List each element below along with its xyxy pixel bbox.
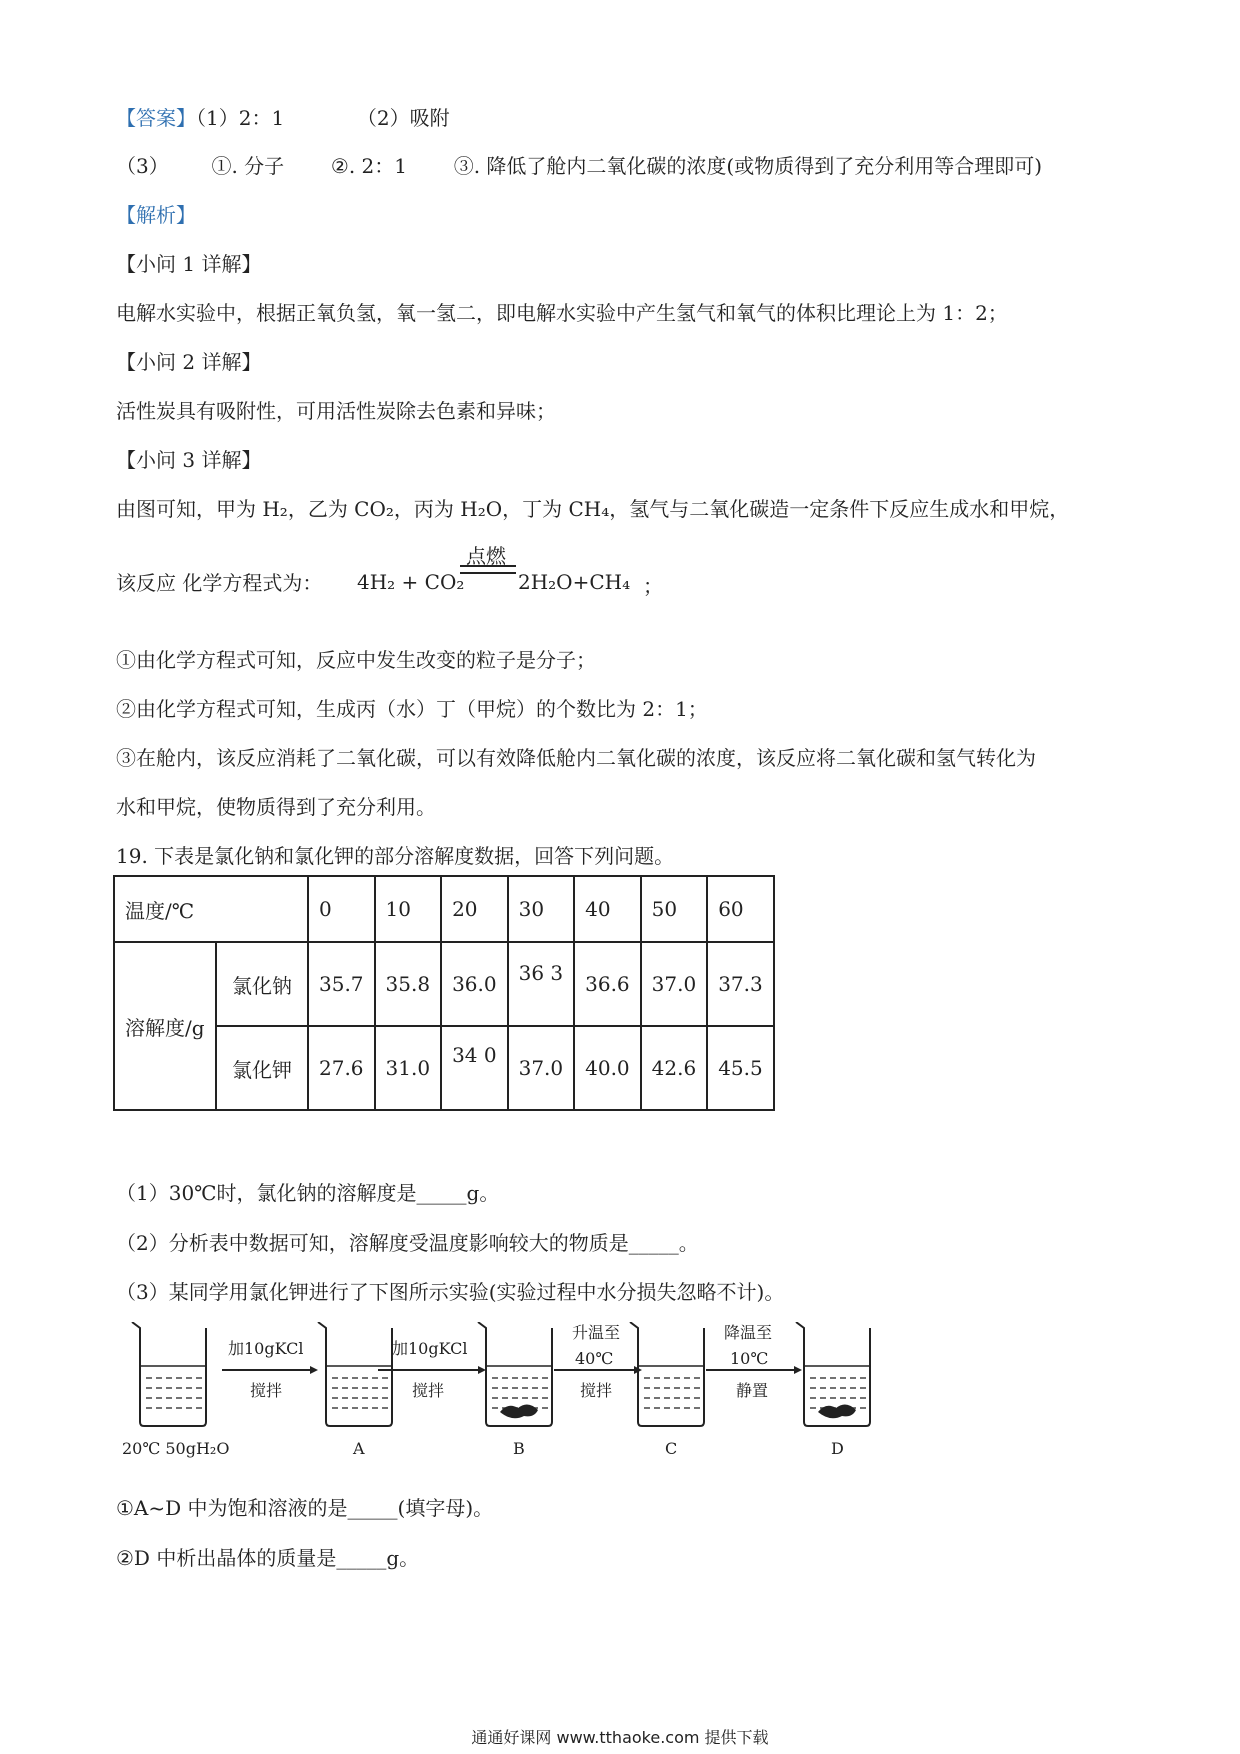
beaker-label-b: B	[513, 1439, 525, 1458]
start-label: 20℃ 50gH₂O	[122, 1439, 230, 1458]
beaker-c	[630, 1322, 704, 1426]
step2-mid: 加10gKCl	[392, 1339, 468, 1358]
beaker-label-c: C	[665, 1439, 678, 1458]
experiment-diagram	[110, 1322, 1110, 1462]
q2-heading: 【小问 2 详解】	[116, 350, 262, 374]
value-cell: 37.0	[641, 942, 708, 1026]
equation-right: 2H₂O+CH₄	[518, 570, 631, 594]
q19-sub2: （2）分析表中数据可知，溶解度受温度影响较大的物质是_____。	[116, 1231, 699, 1255]
q3-body: 由图可知，甲为 H₂，乙为 CO₂，丙为 H₂O，丁为 CH₄，氢气与二氧化碳造一定条件下反应生成水和甲烷，	[116, 497, 1070, 521]
point-2: ②由化学方程式可知，生成丙（水）丁（甲烷）的个数比为 2：1；	[116, 697, 708, 721]
step2-bottom: 搅拌	[412, 1381, 445, 1400]
temp-cell: 50	[641, 876, 708, 942]
value-cell: 27.6	[308, 1026, 375, 1110]
answer-part3-c: ③. 降低了舱内二氧化碳的浓度(或物质得到了充分利用等合理即可)	[453, 154, 1043, 178]
q19-sub1: （1）30℃时，氯化钠的溶解度是_____g。	[116, 1181, 500, 1205]
q1-body: 电解水实验中，根据正氧负氢，氧一氢二，即电解水实验中产生氢气和氧气的体积比理论上为 1：2；	[116, 301, 1008, 325]
page-footer: 通通好课网 www.tthaoke.com 提供下载	[471, 1728, 769, 1747]
equation-left: 4H₂ + CO₂	[357, 570, 465, 594]
step1-bottom: 搅拌	[250, 1381, 283, 1400]
q19-sub3: （3）某同学用氯化钾进行了下图所示实验(实验过程中水分损失忽略不计)。	[116, 1280, 785, 1304]
temp-cell: 0	[308, 876, 375, 942]
step4-top: 降温至	[724, 1323, 773, 1342]
answer-part3-a: ①. 分子	[211, 154, 285, 178]
step2-arrowhead	[478, 1366, 486, 1374]
value-cell: 35.8	[375, 942, 442, 1026]
step3-top: 升温至	[572, 1323, 621, 1342]
value-cell: 42.6	[641, 1026, 708, 1110]
value-cell: 34 0	[441, 1026, 508, 1110]
value-cell: 36.6	[574, 942, 641, 1026]
step1-mid: 加10gKCl	[228, 1339, 304, 1358]
temp-cell: 20	[441, 876, 508, 942]
table-header-row	[114, 876, 774, 942]
equation-end: ；	[643, 574, 663, 598]
answer-part3-num: （3）	[116, 154, 169, 178]
q19-sub3-1: ①A~D 中为饱和溶液的是_____(填字母)。	[116, 1496, 494, 1520]
step3-mid: 40℃	[575, 1349, 614, 1368]
beaker-b	[478, 1322, 552, 1426]
point-3b: 水和甲烷，使物质得到了充分利用。	[116, 795, 436, 819]
beaker-d	[796, 1322, 870, 1426]
value-cell: 45.5	[707, 1026, 774, 1110]
value-cell: 36.0	[441, 942, 508, 1026]
q19-stem: 19. 下表是氯化钠和氯化钾的部分溶解度数据，回答下列问题。	[116, 844, 675, 868]
solubility-table	[113, 875, 775, 1111]
temp-cell: 30	[508, 876, 575, 942]
step4-mid: 10℃	[730, 1349, 769, 1368]
answer-part1: （1）2：1	[196, 106, 285, 130]
step1-arrowhead	[310, 1366, 318, 1374]
answer-tag: 【答案】	[116, 106, 196, 130]
beaker-a	[318, 1322, 392, 1426]
table-row-nacl	[114, 942, 774, 1026]
value-cell: 31.0	[375, 1026, 442, 1110]
value-cell: 37.3	[707, 942, 774, 1026]
step3-bottom: 搅拌	[580, 1381, 613, 1400]
temp-header: 温度/℃	[114, 876, 308, 942]
q3-heading: 【小问 3 详解】	[116, 448, 262, 472]
beaker-start	[132, 1322, 206, 1426]
beaker-label-d: D	[831, 1439, 844, 1458]
value-cell: 40.0	[574, 1026, 641, 1110]
q1-heading: 【小问 1 详解】	[116, 252, 262, 276]
equation-double-arrow	[460, 565, 516, 574]
point-1: ①由化学方程式可知，反应中发生改变的粒子是分子；	[116, 648, 596, 672]
q2-body: 活性炭具有吸附性，可用活性炭除去色素和异味；	[116, 399, 556, 423]
beaker-label-a: A	[353, 1439, 365, 1458]
row-name: 氯化钾	[216, 1026, 308, 1110]
solubility-label: 溶解度/g	[114, 942, 216, 1110]
answer-part2: （2）吸附	[356, 106, 450, 130]
step4-bottom: 静置	[736, 1381, 769, 1400]
value-cell: 36 3	[508, 942, 575, 1026]
row-name: 氯化钠	[216, 942, 308, 1026]
equation-prefix: 该反应 化学方程式为：	[116, 571, 323, 595]
step4-arrowhead	[794, 1366, 802, 1374]
answer-part3-b: ②. 2：1	[330, 154, 407, 178]
point-3a: ③在舱内，该反应消耗了二氧化碳，可以有效降低舱内二氧化碳的浓度，该反应将二氧化碳和氢气转化为	[116, 746, 1036, 770]
temp-cell: 40	[574, 876, 641, 942]
temp-cell: 10	[375, 876, 442, 942]
temp-cell: 60	[707, 876, 774, 942]
answer-line-3	[116, 153, 1042, 179]
answer-line	[116, 105, 450, 131]
equation-condition: 点燃	[466, 544, 506, 568]
analysis-tag: 【解析】	[116, 203, 196, 227]
value-cell: 35.7	[308, 942, 375, 1026]
q19-sub3-2: ②D 中析出晶体的质量是_____g。	[116, 1546, 420, 1570]
value-cell: 37.0	[508, 1026, 575, 1110]
